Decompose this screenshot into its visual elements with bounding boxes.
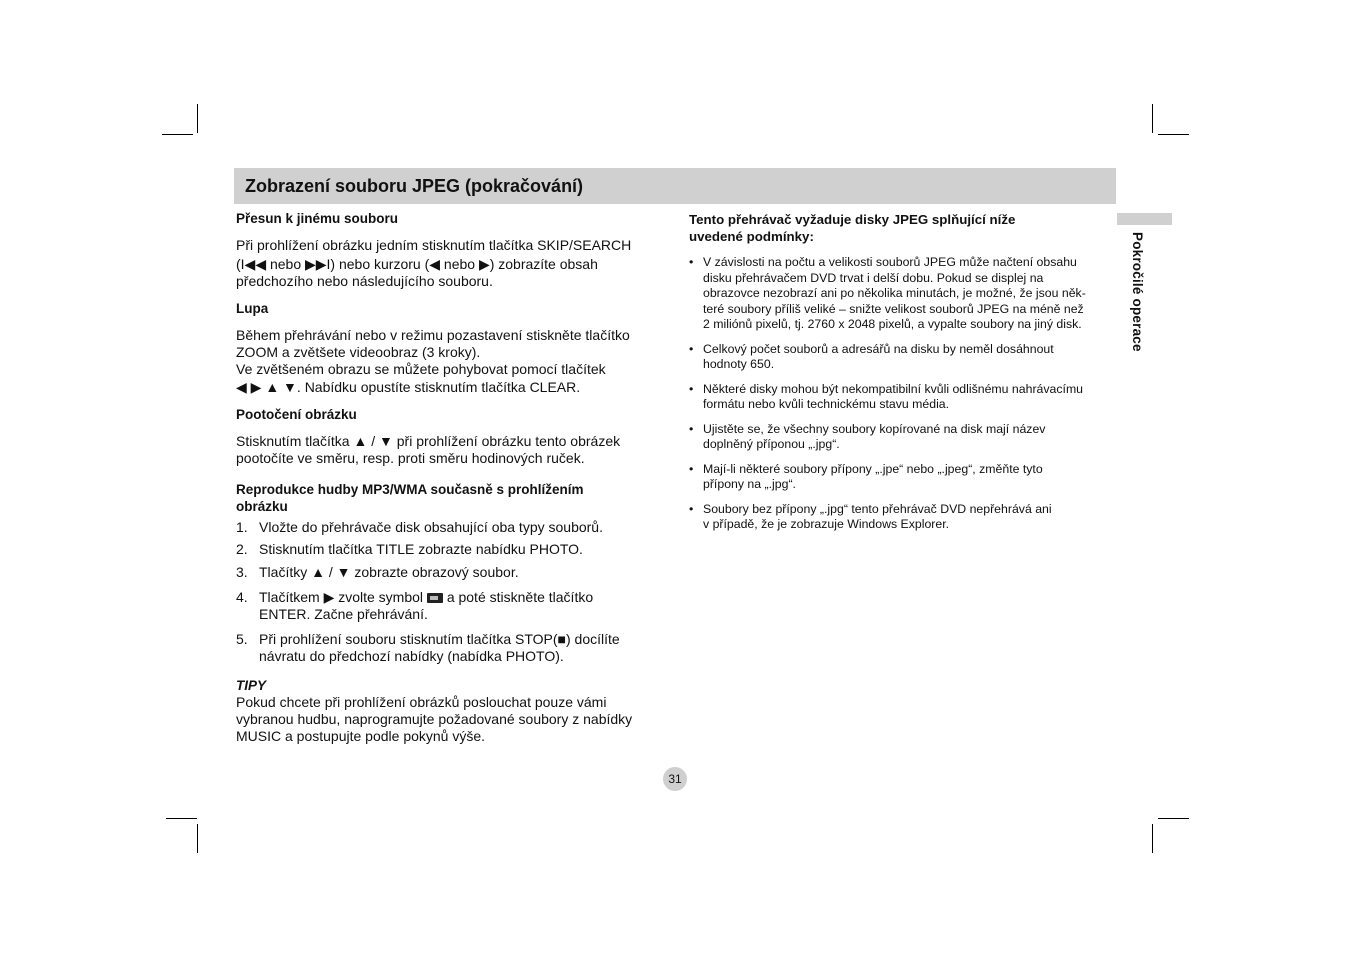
bullet-line: přípony na „.jpg“.	[703, 477, 796, 491]
step-text: Vložte do přehrávače disk obsahující oba typy souborů.	[259, 519, 603, 535]
crop-mark	[166, 818, 197, 819]
tips-line: vybranou hudbu, naprogramujte požadované soubory z nabídky	[236, 711, 633, 727]
requirements-heading: Tento přehrávač vyžaduje disky JPEG splňující níže	[689, 212, 1016, 227]
step-number: 3.	[236, 564, 248, 580]
bullet-line: obrazovce nezobrazí ani po několika minutách, je možné, že jsou něk-	[703, 286, 1086, 300]
bullet-line: • Mají-li některé soubory přípony „.jpe“ nebo „.jpeg“, změňte tyto	[703, 461, 1043, 476]
bullet-line: • Některé disky mohou být nekompatibilní kvůli odlišnému nahrávacímu	[703, 381, 1084, 396]
bullet-line: 2 miliónů pixelů, tj. 2760 x 2048 pixelů, a vypalte soubory na jiný disk.	[703, 317, 1082, 331]
paragraph-line: Při prohlížení obrázku jedním stisknutím tlačítka SKIP/SEARCH	[236, 237, 632, 253]
paragraph-line: (I◀◀ nebo ▶▶I) nebo kurzoru (◀ nebo ▶) zobrazíte obsah	[236, 256, 598, 272]
paragraph-line: pootočíte ve směru, resp. proti směru hodinových ruček.	[236, 450, 585, 466]
list-item	[236, 589, 666, 623]
bullet-line: doplněný příponou „.jpg“.	[703, 437, 840, 451]
crop-mark	[1152, 824, 1153, 853]
bullet-line: • Ujistěte se, že všechny soubory kopírované na disk mají název	[703, 421, 1046, 436]
step-text: Tlačítkem ▶ zvolte symbol	[259, 589, 424, 605]
crop-mark	[197, 824, 198, 853]
steps-list	[236, 519, 666, 665]
bullet-line: hodnoty 650.	[703, 357, 775, 371]
bullet-line: v případě, že je zobrazuje Windows Explorer.	[703, 517, 950, 531]
step-number: 1.	[236, 519, 248, 535]
paragraph-line: ZOOM a zvětšete videoobraz (3 kroky).	[236, 344, 481, 360]
list-item	[236, 564, 666, 581]
step-text: a poté stiskněte tlačítko	[446, 589, 594, 605]
section-heading-music: obrázku	[236, 499, 288, 514]
paragraph-line: Stisknutím tlačítka ▲ / ▼ při prohlížení obrázku tento obrázek	[236, 433, 621, 449]
list-item	[689, 462, 1114, 493]
list-item	[689, 382, 1114, 413]
photo-music-symbol-icon	[427, 593, 443, 603]
list-item	[689, 422, 1114, 453]
step-number: 5.	[236, 631, 248, 647]
list-item	[236, 631, 666, 665]
crop-mark	[197, 104, 198, 133]
requirements-heading: uvedené podmínky:	[689, 229, 814, 244]
crop-mark	[162, 134, 193, 135]
step-text: Tlačítky ▲ / ▼ zobrazte obrazový soubor.	[259, 564, 519, 580]
section-side-label: Pokročilé operace	[1130, 232, 1145, 352]
section-heading-music: Reprodukce hudby MP3/WMA současně s prohlížením	[236, 482, 584, 497]
step-text: Stisknutím tlačítka TITLE zobrazte nabídku PHOTO.	[259, 541, 583, 557]
step-text: ENTER. Začne přehrávání.	[259, 606, 428, 622]
bullet-line: teré soubory příliš veliké – snižte velikost souborů JPEG na méně než	[703, 301, 1084, 316]
list-item	[689, 502, 1114, 533]
section-heading-skip: Přesun k jinému souboru	[236, 211, 399, 226]
paragraph-line: Během přehrávání nebo v režimu pozastavení stiskněte tlačítko	[236, 327, 630, 343]
bullet-line: disku přehrávačem DVD trvat i delší dobu. Pokud se displej na	[703, 270, 1044, 285]
page-title: Zobrazení souboru JPEG (pokračování)	[245, 176, 584, 196]
list-item	[689, 255, 1114, 333]
left-column	[236, 210, 666, 745]
section-heading-rotate: Pootočení obrázku	[236, 407, 357, 422]
bullet-line: • V závislosti na počtu a velikosti souborů JPEG může načtení obsahu	[703, 255, 1077, 269]
step-text: návratu do předchozí nabídky (nabídka PHOTO).	[259, 648, 564, 664]
list-item	[236, 519, 666, 536]
bullet-line: formátu nebo kvůli technickému stavu média.	[703, 397, 950, 411]
bullet-line: • Celkový počet souborů a adresářů na disku by neměl dosáhnout	[703, 341, 1054, 356]
tips-heading: TIPY	[236, 678, 267, 693]
step-number: 4.	[236, 589, 248, 605]
paragraph-line: předchozího nebo následujícího souboru.	[236, 273, 493, 289]
step-text: Při prohlížení souboru stisknutím tlačítka STOP(■) docílíte	[259, 631, 620, 647]
page-number: 31	[663, 767, 687, 791]
step-number: 2.	[236, 541, 248, 557]
crop-mark	[1158, 134, 1189, 135]
paragraph-line: Ve zvětšeném obrazu se můžete pohybovat pomocí tlačítek	[236, 361, 606, 377]
section-heading-zoom: Lupa	[236, 301, 269, 316]
tips-line: MUSIC a postupujte podle pokynů výše.	[236, 728, 486, 744]
tips-line: Pokud chcete při prohlížení obrázků poslouchat pouze vámi	[236, 694, 607, 710]
requirements-list	[689, 255, 1114, 533]
crop-mark	[1158, 818, 1189, 819]
paragraph-line: ◀ ▶ ▲ ▼. Nabídku opustíte stisknutím tlačítka CLEAR.	[236, 379, 581, 395]
list-item	[689, 342, 1114, 373]
side-tab-strip	[1117, 213, 1172, 225]
list-item	[236, 541, 666, 558]
right-column	[689, 211, 1114, 533]
bullet-line: • Soubory bez přípony „.jpg“ tento přehrávač DVD nepřehrává ani	[703, 501, 1052, 516]
crop-mark	[1152, 104, 1153, 133]
